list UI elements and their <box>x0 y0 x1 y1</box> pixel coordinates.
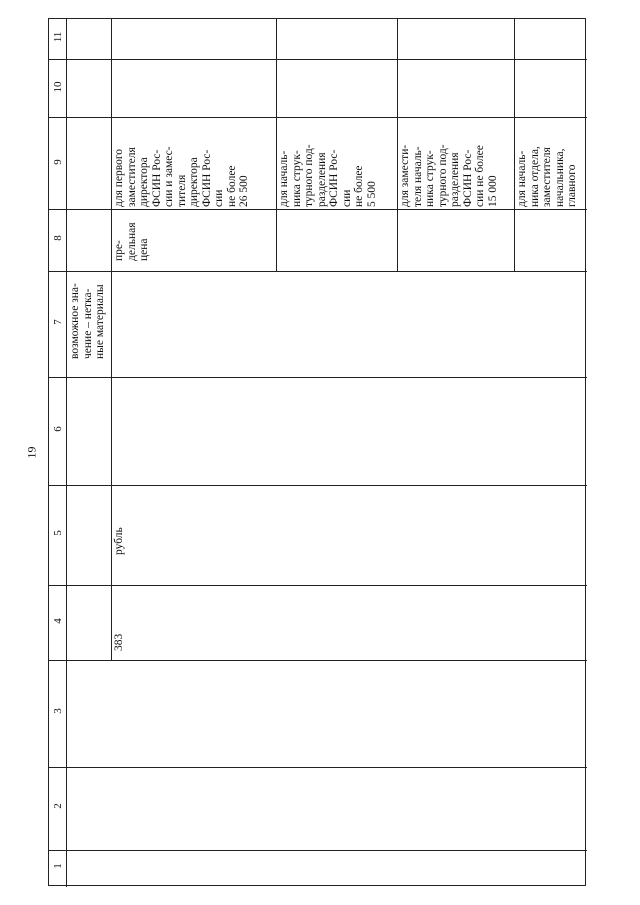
column-number: 10 <box>52 81 64 93</box>
col9-entry-2: для началь- ника струк- турного под- разделения ФСИН Рос- сии не более 5 500 <box>278 144 378 207</box>
column-number: 1 <box>52 863 64 869</box>
cell-col7: возможное зна- чение – нетка- ные материалы <box>69 283 106 359</box>
table-rule <box>49 377 587 378</box>
column-number: 4 <box>52 618 64 624</box>
table-rule <box>49 209 587 210</box>
col9-entry-1: для первого заместителя директора ФСИН Рос- сии и замес- тителя директора ФСИН Рос- сии не более 26 500 <box>113 146 250 207</box>
table-rule <box>49 59 587 60</box>
table-rule <box>49 767 587 768</box>
table-rule <box>49 850 587 851</box>
table-rule <box>49 660 587 661</box>
table-rule <box>397 19 398 271</box>
column-number: 2 <box>52 803 64 809</box>
column-number: 3 <box>52 708 64 714</box>
table-rule <box>66 19 67 887</box>
table-rule <box>276 19 277 271</box>
column-number: 6 <box>52 426 64 432</box>
table-rule <box>514 19 515 271</box>
column-number: 8 <box>52 235 64 241</box>
cell-col4-value: 383 <box>113 633 125 651</box>
table-rule <box>49 485 587 486</box>
table-rule <box>49 271 587 272</box>
column-number: 11 <box>52 31 64 43</box>
col9-entry-4: для началь- ника отдела, заместителя начальника, главного <box>516 146 578 207</box>
rotated-table <box>48 18 586 886</box>
table-rule <box>49 117 587 118</box>
cell-col5-unit: рубль <box>113 527 125 555</box>
cell-col8: пре- дельная цена <box>113 222 150 261</box>
table-rule <box>49 585 587 586</box>
page-number: 19 <box>24 446 39 459</box>
table-rule <box>111 19 112 660</box>
column-number: 9 <box>52 159 64 165</box>
column-number: 7 <box>52 319 64 325</box>
col9-entry-3: для замести- теля началь- ника струк- турного под- разделения ФСИН Рос- сии не более 15 000 <box>399 144 499 207</box>
column-number: 5 <box>52 530 64 536</box>
